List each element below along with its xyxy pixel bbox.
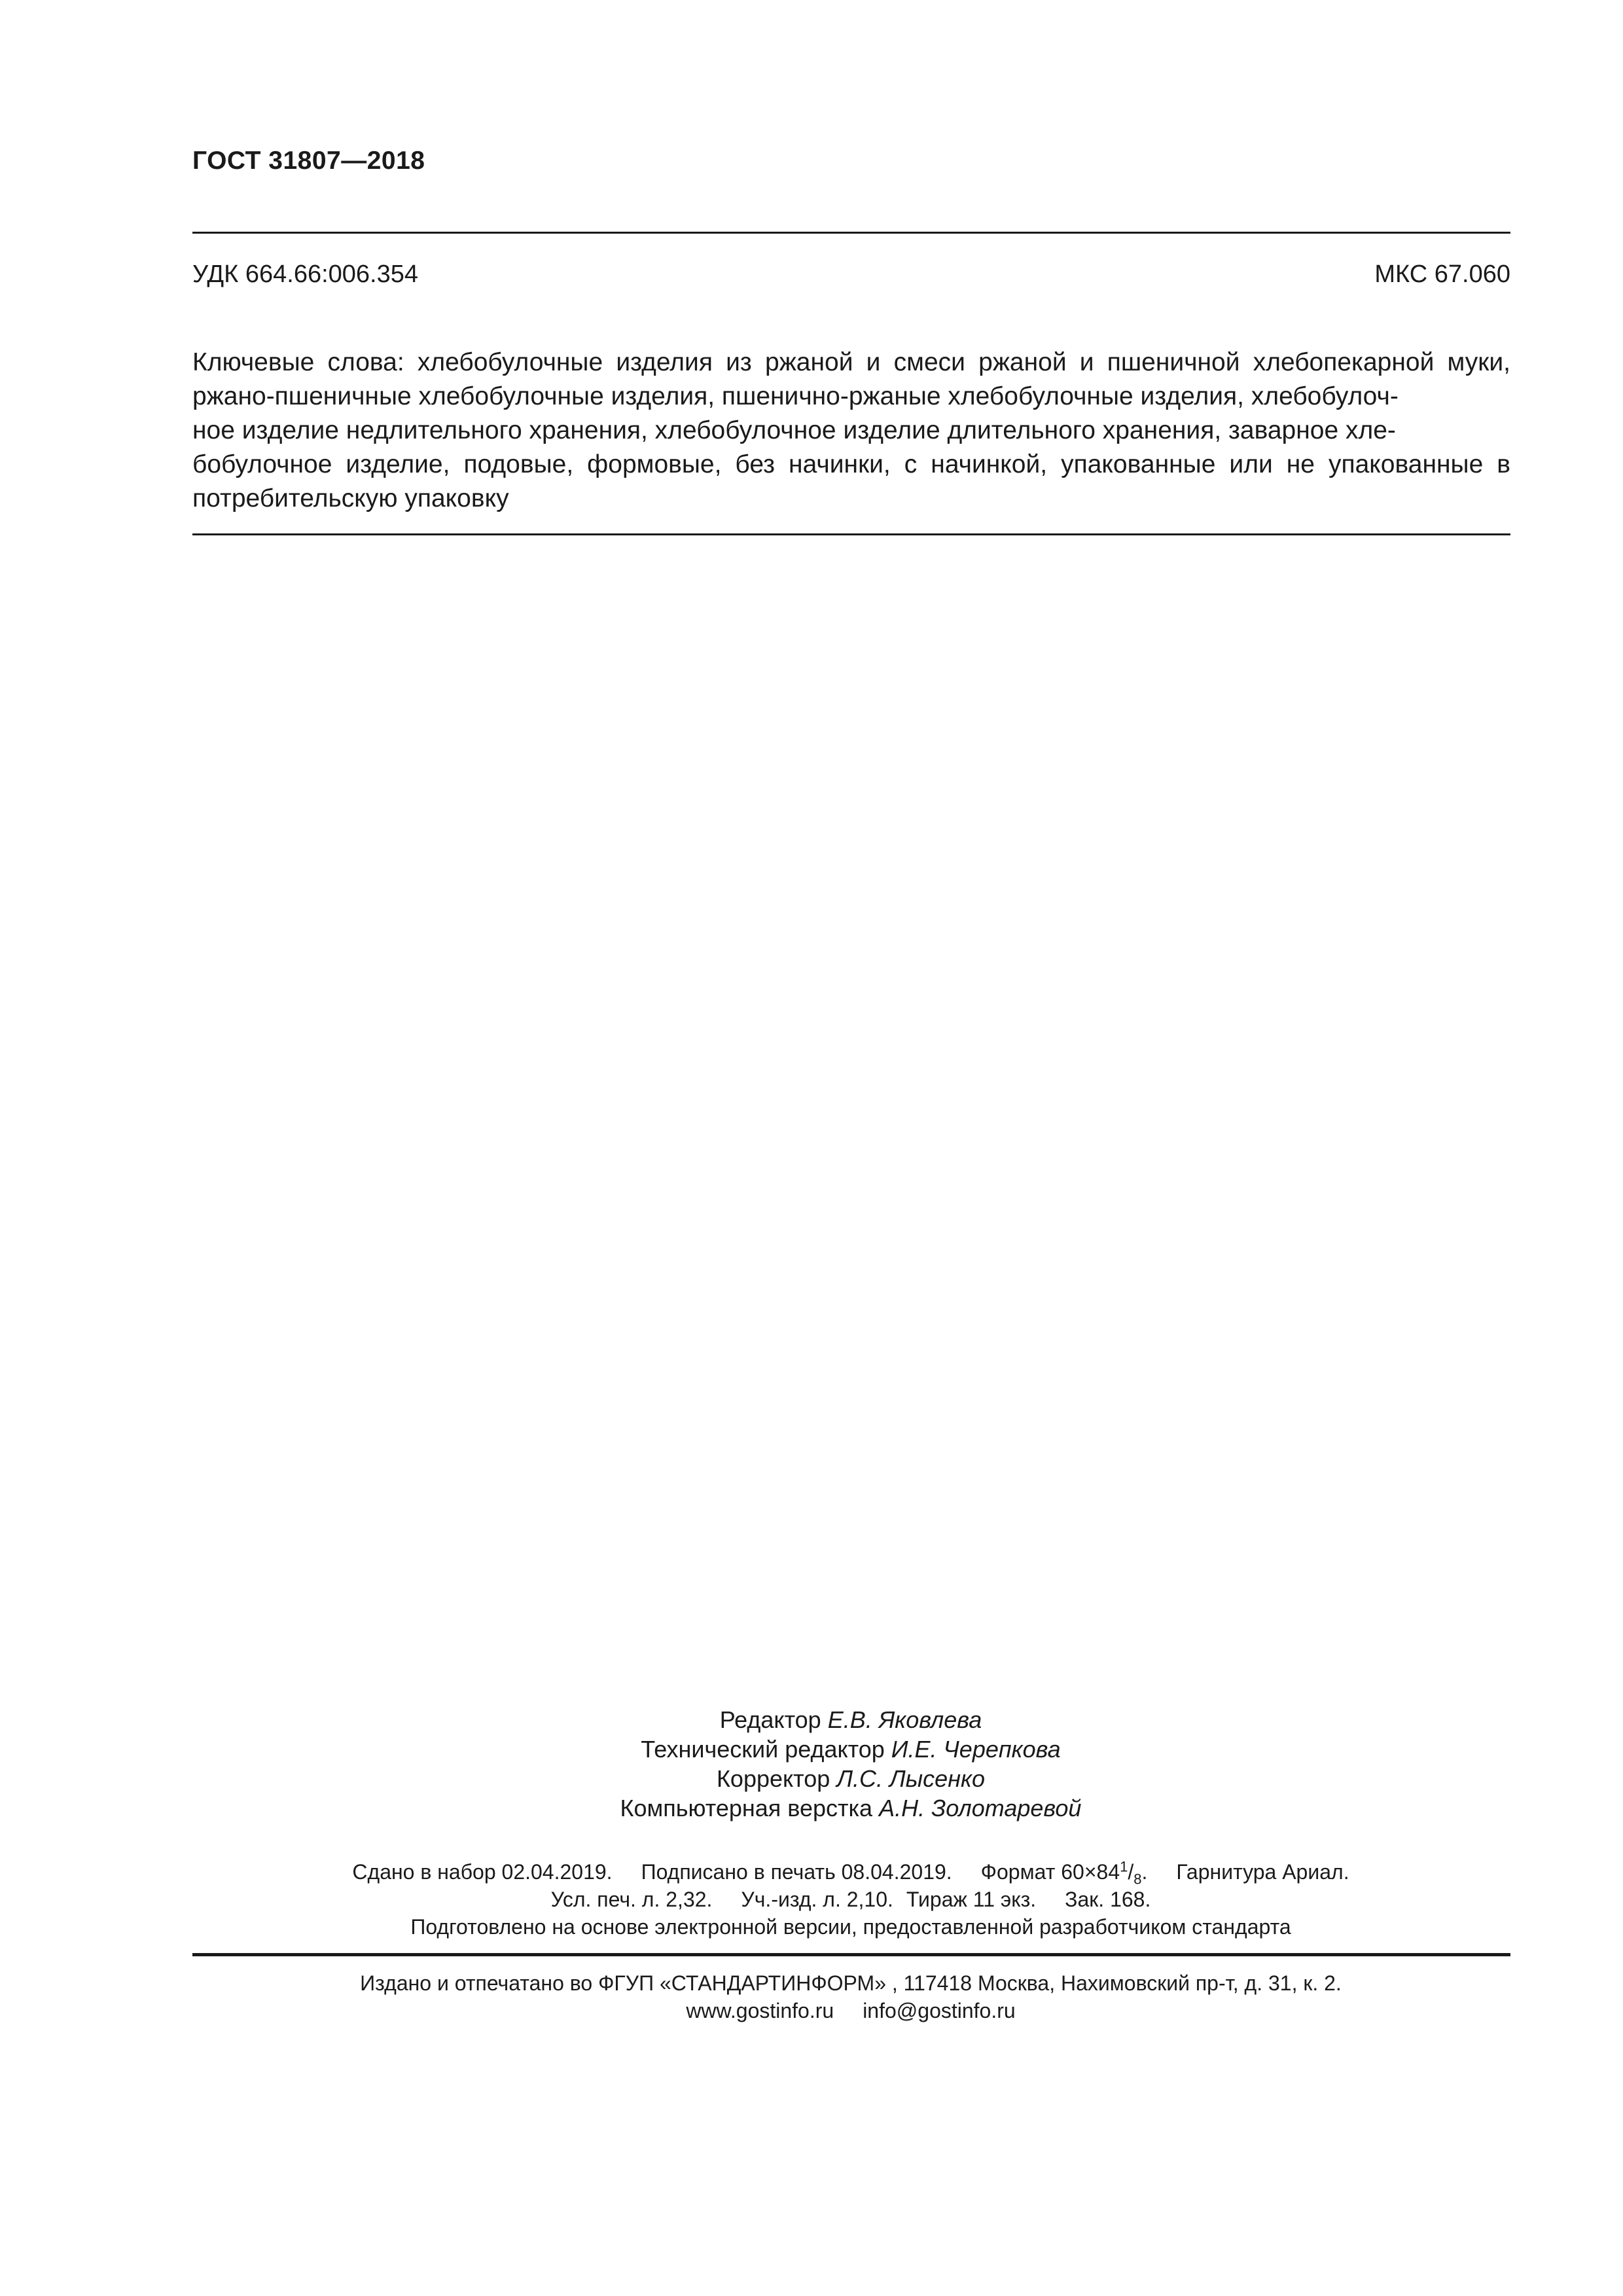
top-divider (192, 232, 1510, 234)
typeface: Гарнитура Ариал. (1176, 1860, 1349, 1884)
imprint-line-1: Сдано в набор 02.04.2019. Подписано в печать 08.04.2019. Формат $60\times 84^1/_8$. Гарнитура Ариал. (352, 1858, 1349, 1888)
keywords-paragraph: Ключевые слова: хлебобулочные изделия из ржаной и смеси ржаной и пшеничной хлебопекарной муки, ржано-пшеничные хлебобулочные изделия, пшенично-ржаные хлебобулочные изделия, хлебобулоч- ное изделие недлительного хранения, хлебобулочное изделие длительного хранения, заварное хле- бобулочное изделие, подовые, формовые, без начинки, с начинкой, упакованные или не упакованные в потребительскую упаковку (192, 348, 1510, 512)
tech-editor-name: И.Е. Черепкова (891, 1736, 1061, 1763)
format-sup: 1 (1120, 1858, 1128, 1875)
format-prefix: Формат 60×84 (980, 1860, 1120, 1884)
credit-editor (0, 1705, 1623, 1734)
credit-tech-editor (0, 1734, 1623, 1764)
format-suffix: . (1141, 1860, 1148, 1884)
mks-code: МКС 67.060 (1374, 260, 1510, 288)
keywords-divider (192, 533, 1510, 535)
contacts-line (0, 1998, 1623, 2024)
udk-code: УДК 664.66:006.354 (192, 260, 419, 288)
editor-name: Е.В. Яковлева (827, 1706, 982, 1733)
order-number: Зак. 168. (1065, 1888, 1151, 1911)
prepared-note: Подготовлено на основе электронной версии, предоставленной разработчиком стандарта (410, 1915, 1291, 1939)
publisher-line: Издано и отпечатано во ФГУП «СТАНДАРТИНФОРМ» , 117418 Москва, Нахимовский пр-т, д. 31, к. 2. (360, 1971, 1342, 1995)
layout-role: Компьютерная верстка (620, 1795, 873, 1821)
corrector-name: Л.С. Лысенко (836, 1765, 986, 1792)
website-link[interactable]: www.gostinfo.ru (686, 1999, 834, 2022)
layout-name: А.Н. Золотаревой (879, 1795, 1082, 1821)
corrector-role: Корректор (716, 1765, 830, 1792)
credit-layout (0, 1793, 1623, 1823)
print-sheets: Усл. печ. л. 2,32. (550, 1888, 713, 1911)
pub-sheets: Уч.-изд. л. 2,10. (741, 1888, 893, 1911)
format-sub: 8 (1133, 1871, 1142, 1888)
document-code: ГОСТ 31807—2018 (192, 147, 425, 175)
credit-corrector (0, 1764, 1623, 1793)
signed-to-print: Подписано в печать 08.04.2019. (641, 1860, 952, 1884)
sent-to-set: Сдано в набор 02.04.2019. (352, 1860, 613, 1884)
imprint-line-2 (0, 1886, 1623, 1912)
circulation: Тираж 11 экз. (906, 1888, 1037, 1911)
email-link[interactable]: info@gostinfo.ru (863, 1999, 1016, 2022)
imprint-divider (192, 1953, 1510, 1956)
tech-editor-role: Технический редактор (641, 1736, 885, 1763)
editor-role: Редактор (719, 1706, 821, 1733)
